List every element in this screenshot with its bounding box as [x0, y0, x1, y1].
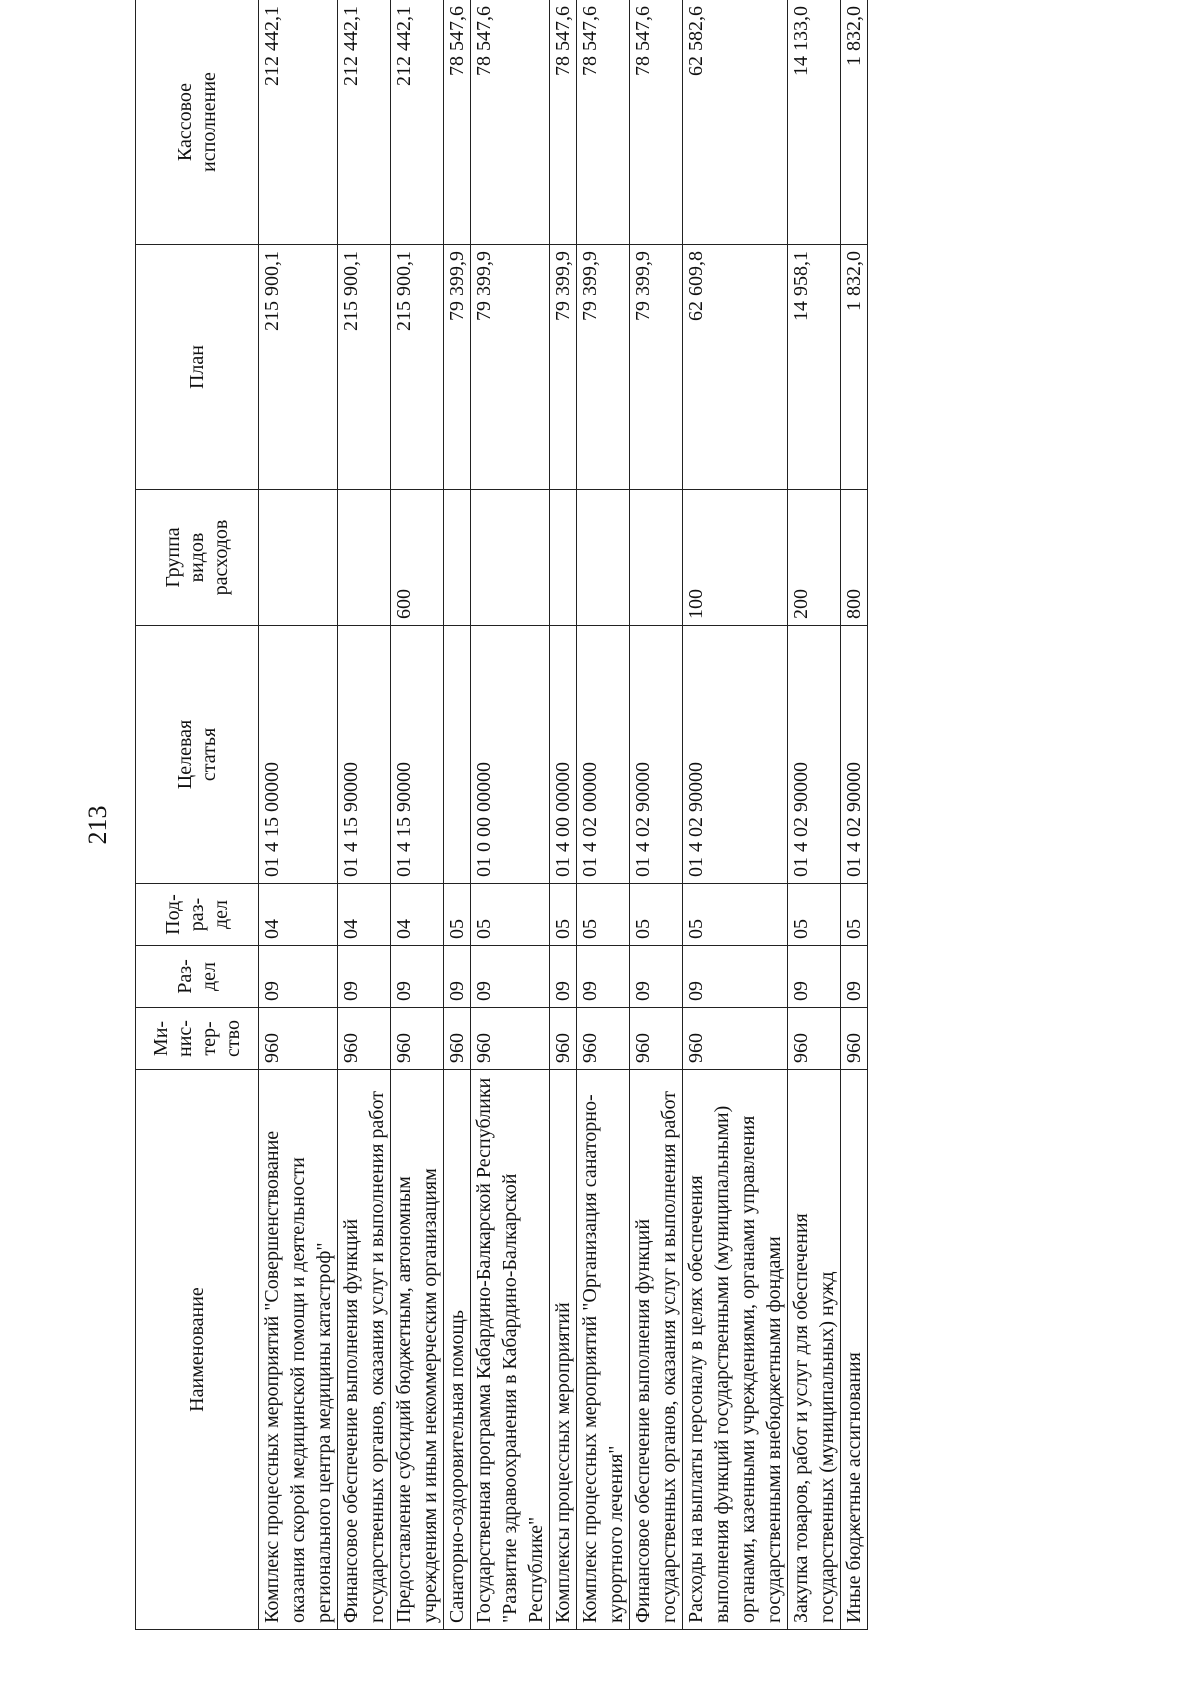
cell-section: 09	[259, 946, 338, 1008]
cell-section: 09	[444, 946, 471, 1008]
cell-subsection: 05	[788, 884, 841, 946]
cell-cash-execution: 62 582,6	[683, 0, 788, 245]
cell-plan: 62 609,8	[683, 245, 788, 490]
cell-subsection: 05	[630, 884, 683, 946]
cell-ministry: 960	[683, 1008, 788, 1070]
cell-ministry: 960	[550, 1008, 577, 1070]
cell-ministry: 960	[338, 1008, 391, 1070]
cell-plan: 215 900,1	[259, 245, 338, 490]
cell-name: Финансовое обеспечение выполнения функций государственных органов, оказания услуг и выполнения работ	[630, 1070, 683, 1630]
cell-cash-execution: 212 442,1	[259, 0, 338, 245]
cell-ministry: 960	[471, 1008, 550, 1070]
cell-ministry: 960	[444, 1008, 471, 1070]
table-row	[471, 0, 550, 1630]
cell-target-article: 01 4 02 00000	[577, 626, 630, 884]
cell-section: 09	[683, 946, 788, 1008]
cell-expense-group: 200	[788, 490, 841, 626]
header-ministry: Ми- нис- тер- ство	[136, 1008, 259, 1070]
cell-target-article: 01 4 02 90000	[788, 626, 841, 884]
cell-subsection: 04	[259, 884, 338, 946]
table-row	[841, 0, 868, 1630]
cell-name: Комплекс процессных мероприятий "Организация санаторно-курортного лечения"	[577, 1070, 630, 1630]
cell-expense-group	[338, 490, 391, 626]
cell-cash-execution: 78 547,6	[444, 0, 471, 245]
cell-cash-execution: 212 442,1	[391, 0, 444, 245]
cell-expense-group	[550, 490, 577, 626]
cell-plan: 79 399,9	[550, 245, 577, 490]
header-target-article: Целевая статья	[136, 626, 259, 884]
cell-expense-group	[444, 490, 471, 626]
cell-name: Предоставление субсидий бюджетным, автономным учреждениям и иным некоммерческим организациям	[391, 1070, 444, 1630]
table-row	[630, 0, 683, 1630]
cell-subsection: 05	[683, 884, 788, 946]
cell-name: Расходы на выплаты персоналу в целях обеспечения выполнения функций государственными (муниципальными) органами, казенными учреждениями, органами управления государственными внебюджетными фондами	[683, 1070, 788, 1630]
cell-section: 09	[630, 946, 683, 1008]
cell-name: Государственная программа Кабардино-Балкарской Республики "Развитие здравоохранения в Кабардино-Балкарской Республике"	[471, 1070, 550, 1630]
cell-plan: 14 958,1	[788, 245, 841, 490]
table-row	[683, 0, 788, 1630]
cell-plan: 1 832,0	[841, 245, 868, 490]
header-cash-execution: Кассовое исполнение	[136, 0, 259, 245]
cell-cash-execution: 78 547,6	[471, 0, 550, 245]
cell-name: Иные бюджетные ассигнования	[841, 1070, 868, 1630]
header-expense-group: Группа видов расходов	[136, 490, 259, 626]
table-header-row	[136, 0, 259, 1630]
budget-table-sheet	[135, 0, 1200, 1630]
cell-section: 09	[577, 946, 630, 1008]
table-row	[788, 0, 841, 1630]
header-subsection: Под- раз- дел	[136, 884, 259, 946]
cell-name: Комплексы процессных мероприятий	[550, 1070, 577, 1630]
cell-ministry: 960	[577, 1008, 630, 1070]
cell-target-article: 01 4 02 90000	[683, 626, 788, 884]
cell-name: Финансовое обеспечение выполнения функций государственных органов, оказания услуг и выполнения работ	[338, 1070, 391, 1630]
cell-subsection: 05	[577, 884, 630, 946]
table-row	[577, 0, 630, 1630]
table-row	[338, 0, 391, 1630]
cell-expense-group: 800	[841, 490, 868, 626]
cell-ministry: 960	[841, 1008, 868, 1070]
cell-expense-group	[577, 490, 630, 626]
cell-subsection: 05	[841, 884, 868, 946]
cell-section: 09	[471, 946, 550, 1008]
cell-subsection: 04	[338, 884, 391, 946]
header-section: Раз- дел	[136, 946, 259, 1008]
header-name: Наименование	[136, 1070, 259, 1630]
cell-cash-execution: 14 133,0	[788, 0, 841, 245]
cell-cash-execution: 212 442,1	[338, 0, 391, 245]
table-row	[259, 0, 338, 1630]
cell-cash-execution: 78 547,6	[577, 0, 630, 245]
cell-plan: 79 399,9	[471, 245, 550, 490]
cell-expense-group: 100	[683, 490, 788, 626]
cell-section: 09	[391, 946, 444, 1008]
cell-name: Закупка товаров, работ и услуг для обеспечения государственных (муниципальных) нужд	[788, 1070, 841, 1630]
cell-section: 09	[550, 946, 577, 1008]
cell-plan: 215 900,1	[338, 245, 391, 490]
table-row	[444, 0, 471, 1630]
cell-expense-group	[259, 490, 338, 626]
cell-plan: 79 399,9	[444, 245, 471, 490]
cell-ministry: 960	[788, 1008, 841, 1070]
cell-name: Санаторно-оздоровительная помощь	[444, 1070, 471, 1630]
cell-plan: 79 399,9	[577, 245, 630, 490]
cell-cash-execution: 78 547,6	[630, 0, 683, 245]
cell-plan: 215 900,1	[391, 245, 444, 490]
page-number: 213	[83, 805, 112, 845]
table-row	[550, 0, 577, 1630]
cell-ministry: 960	[259, 1008, 338, 1070]
cell-name: Комплекс процессных мероприятий "Совершенствование оказания скорой медицинской помощи и деятельности регионального центра медицины катастроф"	[259, 1070, 338, 1630]
cell-expense-group	[471, 490, 550, 626]
cell-subsection: 05	[550, 884, 577, 946]
cell-expense-group: 600	[391, 490, 444, 626]
cell-target-article: 01 4 00 00000	[550, 626, 577, 884]
cell-expense-group	[630, 490, 683, 626]
cell-cash-execution: 1 832,0	[841, 0, 868, 245]
cell-subsection: 05	[444, 884, 471, 946]
header-plan: План	[136, 245, 259, 490]
cell-target-article: 01 0 00 00000	[471, 626, 550, 884]
cell-plan: 79 399,9	[630, 245, 683, 490]
cell-target-article: 01 4 02 90000	[630, 626, 683, 884]
cell-target-article: 01 4 15 00000	[259, 626, 338, 884]
cell-ministry: 960	[391, 1008, 444, 1070]
cell-target-article	[444, 626, 471, 884]
budget-table	[135, 0, 868, 1630]
cell-section: 09	[788, 946, 841, 1008]
cell-section: 09	[841, 946, 868, 1008]
cell-target-article: 01 4 15 90000	[338, 626, 391, 884]
cell-section: 09	[338, 946, 391, 1008]
cell-target-article: 01 4 15 90000	[391, 626, 444, 884]
cell-subsection: 05	[471, 884, 550, 946]
table-row	[391, 0, 444, 1630]
cell-subsection: 04	[391, 884, 444, 946]
cell-cash-execution: 78 547,6	[550, 0, 577, 245]
cell-ministry: 960	[630, 1008, 683, 1070]
cell-target-article: 01 4 02 90000	[841, 626, 868, 884]
